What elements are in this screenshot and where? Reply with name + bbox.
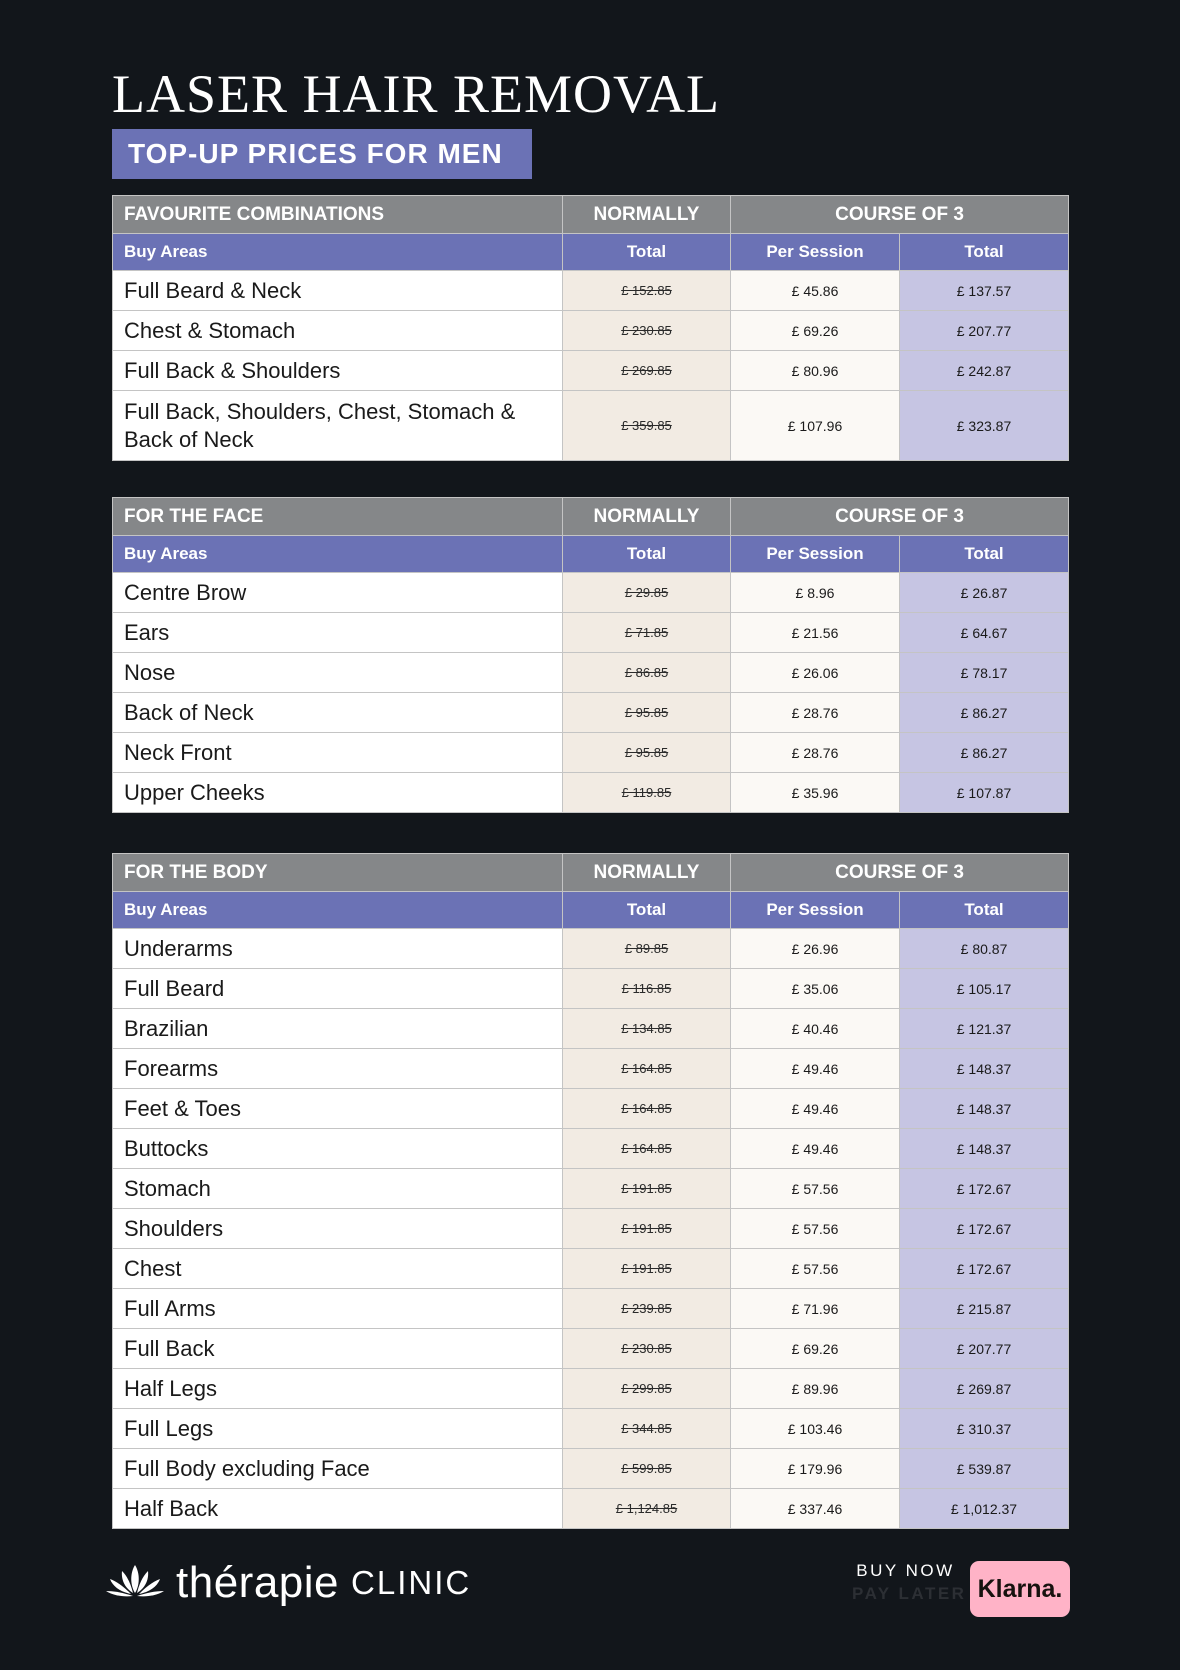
normal-price: £ 164.85 (563, 1049, 731, 1089)
table-row (113, 1409, 1069, 1449)
per-session-price: £ 103.46 (731, 1409, 900, 1449)
normal-price: £ 89.85 (563, 929, 731, 969)
area-name: Stomach (113, 1169, 563, 1209)
table-row (113, 929, 1069, 969)
logo-clinic-text: CLINIC (351, 1564, 472, 1601)
table-row (113, 271, 1069, 311)
table-row (113, 1129, 1069, 1169)
course-total-header: Total (900, 892, 1069, 929)
per-session-price: £ 40.46 (731, 1009, 900, 1049)
section-header-row (113, 498, 1069, 536)
per-session-price: £ 89.96 (731, 1369, 900, 1409)
area-name: Nose (113, 653, 563, 693)
normal-price: £ 191.85 (563, 1209, 731, 1249)
normal-price: £ 344.85 (563, 1409, 731, 1449)
column-header-row (113, 892, 1069, 929)
table-row (113, 1289, 1069, 1329)
section-title: FAVOURITE COMBINATIONS (113, 196, 563, 234)
table-row (113, 1009, 1069, 1049)
per-session-price: £ 49.46 (731, 1129, 900, 1169)
course-total-price: £ 323.87 (900, 391, 1069, 461)
table-row (113, 613, 1069, 653)
area-name: Buttocks (113, 1129, 563, 1169)
per-session-price: £ 57.56 (731, 1249, 900, 1289)
area-name: Feet & Toes (113, 1089, 563, 1129)
per-session-price: £ 45.86 (731, 271, 900, 311)
normal-price: £ 191.85 (563, 1249, 731, 1289)
per-session-price: £ 57.56 (731, 1169, 900, 1209)
normal-price: £ 269.85 (563, 351, 731, 391)
area-name: Full Legs (113, 1409, 563, 1449)
course-total-header: Total (900, 234, 1069, 271)
table-row (113, 969, 1069, 1009)
course-total-price: £ 148.37 (900, 1129, 1069, 1169)
per-session-header: Per Session (731, 234, 900, 271)
table-row (113, 653, 1069, 693)
area-name: Centre Brow (113, 573, 563, 613)
normal-price: £ 134.85 (563, 1009, 731, 1049)
normal-price: £ 230.85 (563, 1329, 731, 1369)
table-row (113, 1169, 1069, 1209)
normally-header: NORMALLY (563, 854, 731, 892)
area-name: Half Legs (113, 1369, 563, 1409)
course-total-price: £ 107.87 (900, 773, 1069, 813)
per-session-price: £ 57.56 (731, 1209, 900, 1249)
page-title: LASER HAIR REMOVAL (112, 64, 721, 124)
per-session-price: £ 28.76 (731, 733, 900, 773)
course-of-3-header: COURSE OF 3 (731, 854, 1069, 892)
per-session-price: £ 21.56 (731, 613, 900, 653)
section-title: FOR THE BODY (113, 854, 563, 892)
area-name: Back of Neck (113, 693, 563, 733)
lotus-icon (104, 1561, 166, 1605)
area-name: Full Back (113, 1329, 563, 1369)
course-total-price: £ 26.87 (900, 573, 1069, 613)
table-row (113, 733, 1069, 773)
course-total-header: Total (900, 536, 1069, 573)
area-name: Full Beard (113, 969, 563, 1009)
area-name: Shoulders (113, 1209, 563, 1249)
area-name: Half Back (113, 1489, 563, 1529)
section-header-row (113, 196, 1069, 234)
buy-areas-header: Buy Areas (113, 536, 563, 573)
area-name: Underarms (113, 929, 563, 969)
normal-price: £ 95.85 (563, 733, 731, 773)
table-row (113, 1089, 1069, 1129)
course-total-price: £ 148.37 (900, 1049, 1069, 1089)
section-title: FOR THE FACE (113, 498, 563, 536)
course-total-price: £ 215.87 (900, 1289, 1069, 1329)
course-total-price: £ 137.57 (900, 271, 1069, 311)
normally-total-header: Total (563, 892, 731, 929)
course-total-price: £ 207.77 (900, 1329, 1069, 1369)
price-table (112, 195, 1069, 461)
normal-price: £ 191.85 (563, 1169, 731, 1209)
table-row (113, 773, 1069, 813)
per-session-price: £ 69.26 (731, 311, 900, 351)
normal-price: £ 1,124.85 (563, 1489, 731, 1529)
area-name: Full Body excluding Face (113, 1449, 563, 1489)
normal-price: £ 164.85 (563, 1129, 731, 1169)
per-session-price: £ 80.96 (731, 351, 900, 391)
table-row (113, 1369, 1069, 1409)
buy-areas-header: Buy Areas (113, 234, 563, 271)
per-session-header: Per Session (731, 892, 900, 929)
course-total-price: £ 78.17 (900, 653, 1069, 693)
course-total-price: £ 86.27 (900, 693, 1069, 733)
buy-areas-header: Buy Areas (113, 892, 563, 929)
normally-header: NORMALLY (563, 196, 731, 234)
logo-brand-text: thérapie (176, 1558, 340, 1607)
klarna-badge[interactable]: Klarna. (970, 1561, 1070, 1617)
area-name: Full Arms (113, 1289, 563, 1329)
buy-now-text: BUY NOW (856, 1561, 955, 1580)
table-row (113, 1489, 1069, 1529)
per-session-price: £ 26.96 (731, 929, 900, 969)
normal-price: £ 116.85 (563, 969, 731, 1009)
normally-total-header: Total (563, 536, 731, 573)
normal-price: £ 71.85 (563, 613, 731, 653)
course-total-price: £ 207.77 (900, 311, 1069, 351)
pay-later-text: PAY LATER (852, 1584, 967, 1603)
course-total-price: £ 148.37 (900, 1089, 1069, 1129)
normal-price: £ 230.85 (563, 311, 731, 351)
normal-price: £ 239.85 (563, 1289, 731, 1329)
per-session-price: £ 179.96 (731, 1449, 900, 1489)
per-session-price: £ 28.76 (731, 693, 900, 733)
area-name: Neck Front (113, 733, 563, 773)
course-total-price: £ 172.67 (900, 1249, 1069, 1289)
section-header-row (113, 854, 1069, 892)
per-session-header: Per Session (731, 536, 900, 573)
per-session-price: £ 35.06 (731, 969, 900, 1009)
course-total-price: £ 105.17 (900, 969, 1069, 1009)
table-row (113, 1049, 1069, 1089)
table-row (113, 1329, 1069, 1369)
table-row (113, 1449, 1069, 1489)
normal-price: £ 599.85 (563, 1449, 731, 1489)
normal-price: £ 359.85 (563, 391, 731, 461)
per-session-price: £ 71.96 (731, 1289, 900, 1329)
course-total-price: £ 172.67 (900, 1209, 1069, 1249)
area-name: Full Back, Shoulders, Chest, Stomach & Back of Neck (113, 391, 563, 461)
table-row (113, 351, 1069, 391)
price-table (112, 853, 1069, 1529)
normal-price: £ 29.85 (563, 573, 731, 613)
area-name: Full Back & Shoulders (113, 351, 563, 391)
normally-total-header: Total (563, 234, 731, 271)
normal-price: £ 164.85 (563, 1089, 731, 1129)
course-total-price: £ 310.37 (900, 1409, 1069, 1449)
area-name: Chest (113, 1249, 563, 1289)
course-of-3-header: COURSE OF 3 (731, 196, 1069, 234)
table-row (113, 1249, 1069, 1289)
table-row (113, 391, 1069, 461)
course-total-price: £ 121.37 (900, 1009, 1069, 1049)
area-name: Brazilian (113, 1009, 563, 1049)
course-total-price: £ 242.87 (900, 351, 1069, 391)
normally-header: NORMALLY (563, 498, 731, 536)
per-session-price: £ 49.46 (731, 1049, 900, 1089)
area-name: Ears (113, 613, 563, 653)
per-session-price: £ 49.46 (731, 1089, 900, 1129)
per-session-price: £ 8.96 (731, 573, 900, 613)
area-name: Forearms (113, 1049, 563, 1089)
course-total-price: £ 269.87 (900, 1369, 1069, 1409)
course-total-price: £ 1,012.37 (900, 1489, 1069, 1529)
normal-price: £ 86.85 (563, 653, 731, 693)
per-session-price: £ 69.26 (731, 1329, 900, 1369)
per-session-price: £ 35.96 (731, 773, 900, 813)
column-header-row (113, 536, 1069, 573)
per-session-price: £ 107.96 (731, 391, 900, 461)
normal-price: £ 119.85 (563, 773, 731, 813)
course-of-3-header: COURSE OF 3 (731, 498, 1069, 536)
price-table (112, 497, 1069, 813)
normal-price: £ 299.85 (563, 1369, 731, 1409)
course-total-price: £ 86.27 (900, 733, 1069, 773)
area-name: Full Beard & Neck (113, 271, 563, 311)
table-row (113, 693, 1069, 733)
course-total-price: £ 64.67 (900, 613, 1069, 653)
table-row (113, 573, 1069, 613)
column-header-row (113, 234, 1069, 271)
therapie-clinic-logo[interactable] (104, 1558, 471, 1608)
table-row (113, 1209, 1069, 1249)
area-name: Chest & Stomach (113, 311, 563, 351)
normal-price: £ 95.85 (563, 693, 731, 733)
course-total-price: £ 172.67 (900, 1169, 1069, 1209)
table-row (113, 311, 1069, 351)
area-name: Upper Cheeks (113, 773, 563, 813)
course-total-price: £ 539.87 (900, 1449, 1069, 1489)
course-total-price: £ 80.87 (900, 929, 1069, 969)
per-session-price: £ 337.46 (731, 1489, 900, 1529)
per-session-price: £ 26.06 (731, 653, 900, 693)
page-subtitle: TOP-UP PRICES FOR MEN (112, 129, 532, 179)
normal-price: £ 152.85 (563, 271, 731, 311)
